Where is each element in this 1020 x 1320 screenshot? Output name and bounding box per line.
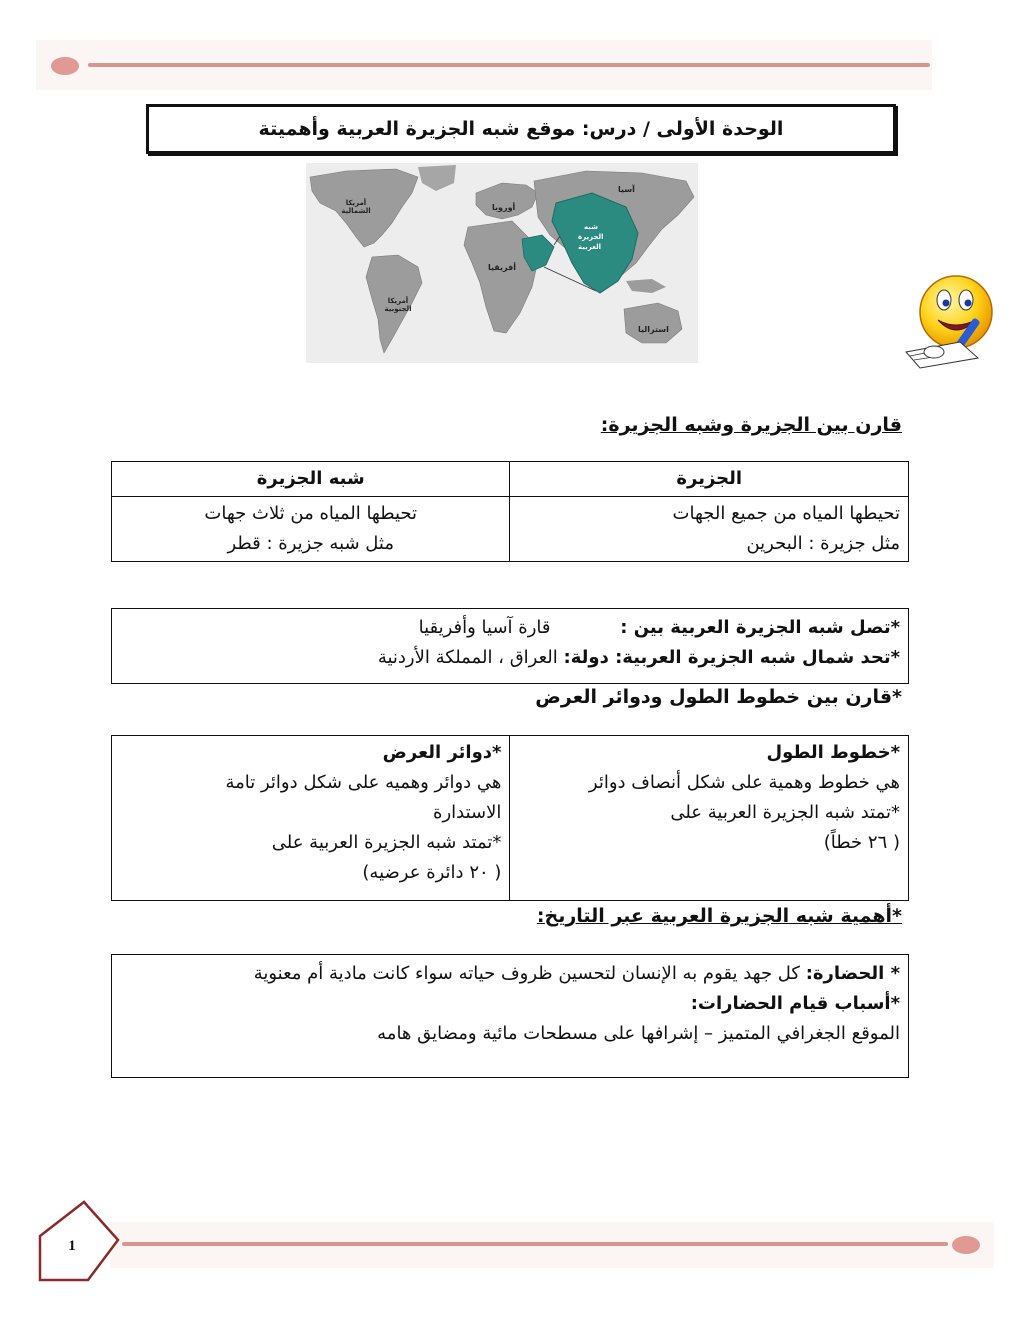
peninsula-definition: تحيطها المياه من ثلاث جهات: [204, 503, 418, 524]
latitude-title: *دوائر العرض: [382, 742, 502, 763]
map-label-peninsula-3: العربية: [578, 243, 602, 251]
peninsula-cell: [112, 497, 510, 562]
longitude-title: *خطوط الطول: [766, 742, 900, 763]
map-label-europe: أوروبا: [492, 203, 516, 212]
island-definition: تحيطها المياه من جميع الجهات: [672, 503, 900, 524]
map-label-africa: أفريقيا: [488, 263, 516, 272]
peninsula-example: مثل شبه جزيرة : قطر: [227, 533, 395, 554]
map-label-south-america: أمريكا الجنوبية: [384, 297, 412, 313]
longitude-latitude-table: [111, 735, 909, 901]
header-dot: [51, 57, 79, 75]
connects-line: [120, 613, 900, 643]
island-peninsula-table: [111, 461, 909, 562]
latitude-cell: [112, 736, 510, 901]
map-label-peninsula-1: شبه: [584, 223, 598, 231]
map-label-north-america: أمريكا الشمالية: [341, 199, 371, 215]
borders-line: [120, 643, 900, 673]
reasons-label: *أسباب قيام الحضارات:: [690, 993, 900, 1014]
compare-lines-heading: *قارن بين خطوط الطول ودوائر العرض: [535, 686, 902, 708]
longitude-cell: [510, 736, 909, 901]
latitude-definition-2: الاستدارة: [433, 802, 502, 823]
longitude-extent: *تمتد شبه الجزيرة العربية على: [670, 802, 900, 823]
borders-label: *تحد شمال شبه الجزيرة العربية: دولة:: [563, 647, 900, 668]
island-cell: [510, 497, 909, 562]
table-row: [112, 462, 909, 497]
footer-line: [122, 1242, 948, 1246]
latitude-count: ( ٢٠ دائرة عرضيه): [362, 862, 502, 883]
civilization-text: كل جهد يقوم به الإنسان لتحسين ظروف حياته سواء كانت مادية أم معنوية: [253, 963, 800, 984]
reasons-text: الموقع الجغرافي المتميز – إشرافها على مسطحات مائية ومضايق هامه: [377, 1023, 900, 1044]
page-number: 1: [68, 1238, 76, 1254]
importance-heading: *أهمية شبه الجزيرة العربية عبر التاريخ:: [536, 905, 902, 927]
col-peninsula-header: شبه الجزيرة: [112, 462, 510, 497]
latitude-extent: *تمتد شبه الجزيرة العربية على: [271, 832, 502, 853]
footer-dot: [952, 1236, 980, 1254]
latitude-definition-1: هي دوائر وهميه على شكل دوائر تامة: [225, 772, 502, 793]
world-map: [306, 163, 698, 363]
civilization-label: * الحضارة:: [805, 963, 900, 984]
island-example: مثل جزيرة : البحرين: [746, 533, 900, 554]
map-label-peninsula-2: الجزيرة: [578, 233, 604, 241]
location-box: [111, 608, 909, 684]
civilization-box: [111, 954, 909, 1078]
compare-island-heading: قارن بين الجزيرة وشبه الجزيرة:: [600, 414, 902, 436]
longitude-definition: هي خطوط وهمية على شكل أنصاف دوائر: [588, 772, 900, 793]
longitude-count: ( ٢٦ خطاً): [823, 832, 900, 853]
col-island-header: الجزيرة: [510, 462, 909, 497]
table-row: [112, 736, 909, 901]
connects-label: *تصل شبه الجزيرة العربية بين :: [620, 617, 900, 638]
smiley-writing-icon: [900, 272, 1000, 372]
map-label-asia: آسيا: [618, 185, 635, 194]
lesson-title: [146, 104, 896, 154]
map-label-australia: استراليا: [638, 325, 669, 334]
borders-value: العراق ، المملكة الأردنية: [377, 647, 558, 668]
connects-value: قارة آسيا وأفريقيا: [418, 617, 551, 638]
table-row: [112, 497, 909, 562]
header-line: [88, 63, 930, 67]
civilization-line: [120, 959, 900, 989]
lesson-title-text: الوحدة الأولى / درس: موقع شبه الجزيرة العربية وأهميتة: [258, 118, 784, 140]
